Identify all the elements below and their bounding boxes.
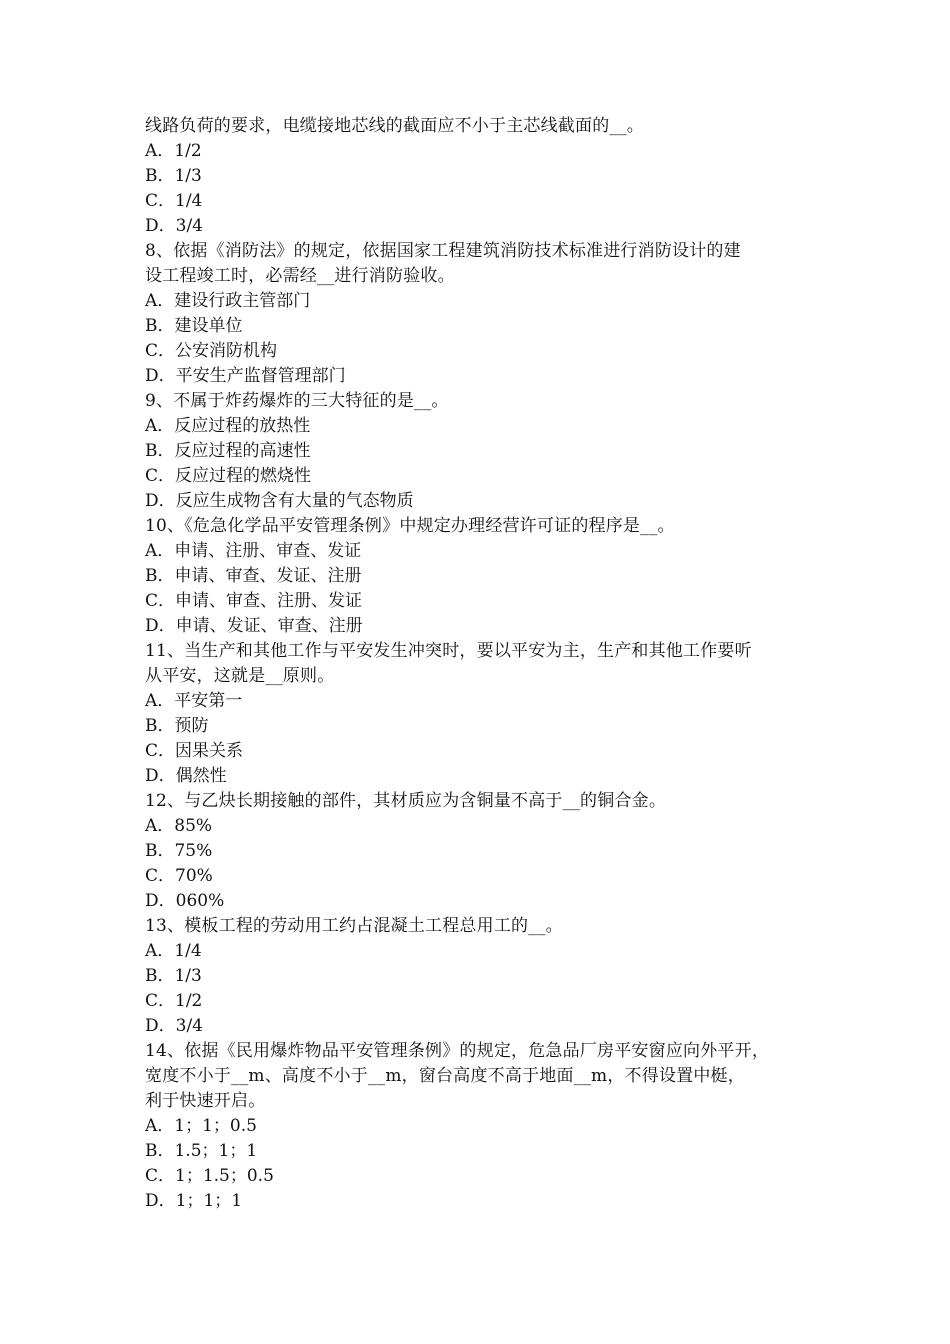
answer-option: B．75% xyxy=(145,841,213,861)
answer-option: B．1/3 xyxy=(145,166,202,186)
answer-option: C．1；1.5；0.5 xyxy=(145,1166,274,1186)
question-text-line: 线路负荷的要求，电缆接地芯线的截面应不小于主芯线截面的__。 xyxy=(145,116,644,136)
answer-option: D．1；1；1 xyxy=(145,1191,243,1211)
question-text-line: 9、不属于炸药爆炸的三大特征的是__。 xyxy=(145,391,449,411)
answer-option: C．70% xyxy=(145,866,213,886)
answer-option: B．1/3 xyxy=(145,966,202,986)
answer-option: A．1/4 xyxy=(145,941,202,961)
answer-option: D．3/4 xyxy=(145,1016,203,1036)
answer-option: C．因果关系 xyxy=(145,741,244,761)
question-text-line: 从平安，这就是__原则。 xyxy=(145,666,335,686)
question-text-line: 宽度不小于__m、高度不小于__m，窗台高度不高于地面__m，不得设置中梃， xyxy=(145,1066,745,1086)
answer-option: D．偶然性 xyxy=(145,766,227,786)
answer-option: C．申请、审查、注册、发证 xyxy=(145,591,363,611)
answer-option: A．1/2 xyxy=(145,141,202,161)
answer-option: C．1/4 xyxy=(145,191,203,211)
document-page xyxy=(145,114,815,1214)
question-text-line: 设工程竣工时，必需经__进行消防验收。 xyxy=(145,266,455,286)
answer-option: B．1.5；1；1 xyxy=(145,1141,258,1161)
answer-option: D．3/4 xyxy=(145,216,203,236)
question-text-line: 10、《危急化学品平安管理条例》中规定办理经营许可证的程序是__。 xyxy=(145,516,675,536)
answer-option: A．申请、注册、审查、发证 xyxy=(145,541,362,561)
answer-option: A．1；1；0.5 xyxy=(145,1116,257,1136)
answer-option: C．公安消防机构 xyxy=(145,341,278,361)
answer-option: D．反应生成物含有大量的气态物质 xyxy=(145,491,414,511)
answer-option: D．申请、发证、审查、注册 xyxy=(145,616,363,636)
question-text-line: 8、依据《消防法》的规定，依据国家工程建筑消防技术标准进行消防设计的建 xyxy=(145,241,741,261)
question-text-line: 14、依据《民用爆炸物品平安管理条例》的规定，危急品厂房平安窗应向外平开， xyxy=(145,1041,770,1061)
answer-option: B．申请、审查、发证、注册 xyxy=(145,566,362,586)
answer-option: C．反应过程的燃烧性 xyxy=(145,466,312,486)
answer-option: A．反应过程的放热性 xyxy=(145,416,311,436)
answer-option: B．预防 xyxy=(145,716,209,736)
question-text-line: 利于快速开启。 xyxy=(145,1091,266,1111)
answer-option: D．平安生产监督管理部门 xyxy=(145,366,346,386)
question-text-line: 13、模板工程的劳动用工约占混凝土工程总用工的__。 xyxy=(145,916,563,936)
answer-option: B．建设单位 xyxy=(145,316,243,336)
question-text-line: 11、当生产和其他工作与平安发生冲突时，要以平安为主，生产和其他工作要听 xyxy=(145,641,752,661)
answer-option: D．060% xyxy=(145,891,225,911)
answer-option: C．1/2 xyxy=(145,991,203,1011)
question-text-line: 12、与乙炔长期接触的部件，其材质应为含铜量不高于__的铜合金。 xyxy=(145,791,667,811)
answer-option: A．85% xyxy=(145,816,213,836)
answer-option: A．平安第一 xyxy=(145,691,243,711)
answer-option: A．建设行政主管部门 xyxy=(145,291,311,311)
answer-option: B．反应过程的高速性 xyxy=(145,441,311,461)
